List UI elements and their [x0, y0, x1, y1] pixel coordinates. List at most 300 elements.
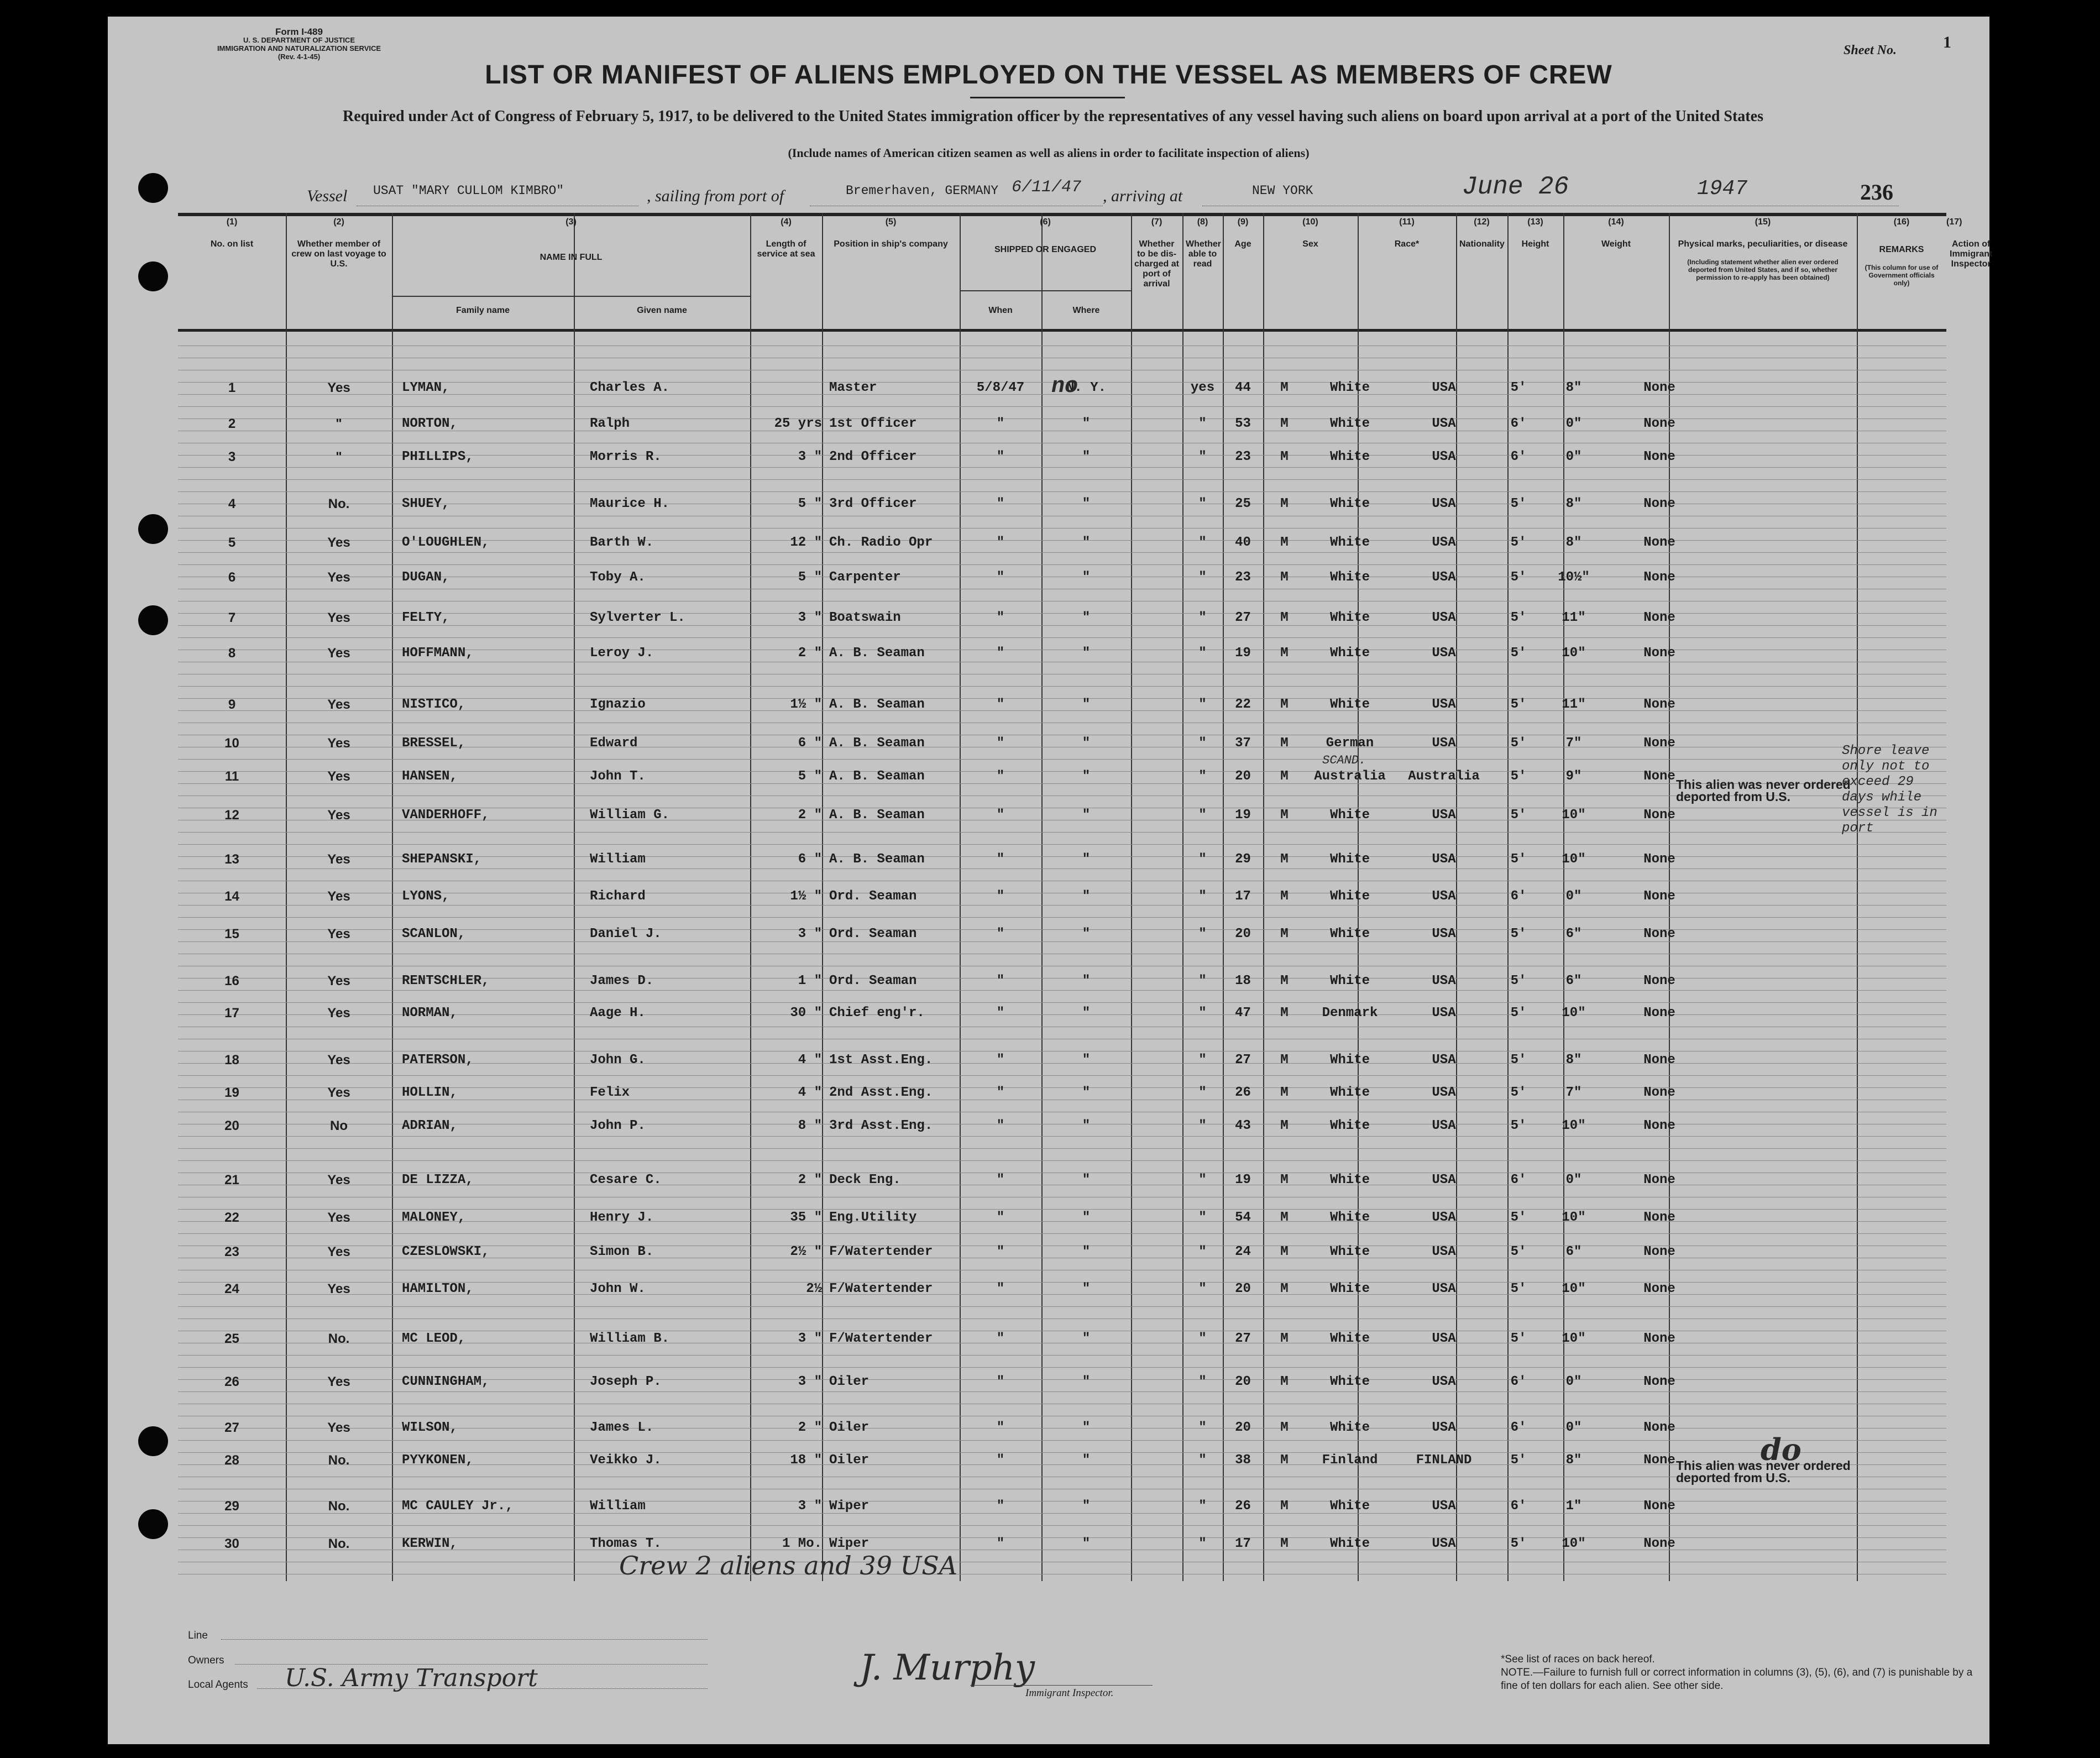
cell-no: 18 — [224, 1053, 239, 1068]
column-number: (9) — [1237, 217, 1249, 227]
column-number: (10) — [1302, 217, 1318, 227]
cell-sex: M — [1280, 974, 1289, 988]
cell-given: James D. — [590, 974, 654, 988]
cell-wt: 8" — [1565, 496, 1582, 511]
cell-race: White — [1329, 1499, 1370, 1514]
cell-sex: M — [1280, 535, 1289, 550]
cell-read: " — [1198, 570, 1207, 585]
cell-sex: M — [1280, 1453, 1289, 1468]
cell-no: 17 — [224, 1006, 239, 1021]
cell-service: 1 Mo. — [782, 1536, 822, 1551]
cell-family: FELTY, — [402, 610, 450, 625]
cell-where: " — [1082, 1244, 1091, 1259]
column-number: (15) — [1755, 217, 1771, 227]
cell-nationality: USA — [1432, 1118, 1456, 1133]
cell-no: 24 — [224, 1281, 239, 1296]
cell-no: 20 — [224, 1118, 239, 1133]
cell-age: 27 — [1235, 610, 1251, 625]
cell-where: " — [1082, 1453, 1091, 1468]
cell-family: SHUEY, — [402, 496, 450, 511]
cell-service: 3 " — [798, 449, 822, 464]
cell-given: John P. — [590, 1118, 646, 1133]
cell-age: 19 — [1235, 1173, 1251, 1187]
cell-where: " — [1082, 1499, 1091, 1514]
cell-where: " — [1082, 1331, 1091, 1346]
cell-race: White — [1329, 1374, 1370, 1389]
cell-when: " — [996, 646, 1005, 661]
cell-race: White — [1329, 1053, 1370, 1068]
cell-nationality: USA — [1432, 927, 1456, 941]
cell-prev: Yes — [327, 808, 350, 823]
column-number: (12) — [1474, 217, 1490, 227]
cell-when: " — [996, 1374, 1005, 1389]
cell-age: 27 — [1235, 1331, 1251, 1346]
cell-age: 27 — [1235, 1053, 1251, 1068]
cell-position: 2nd Officer — [829, 449, 917, 464]
cell-wt: 0" — [1565, 1374, 1582, 1389]
cell-sex: M — [1280, 1281, 1289, 1296]
cell-given: John T. — [590, 769, 646, 784]
cell-service: 2 " — [798, 1173, 822, 1187]
arrival-year: 1947 — [1697, 177, 1748, 201]
cell-read: " — [1198, 1118, 1207, 1133]
cell-when: " — [996, 852, 1005, 867]
cell-service: 1 " — [798, 974, 822, 988]
cell-given: John G. — [590, 1053, 646, 1068]
cell-sex: M — [1280, 1420, 1289, 1435]
cell-wt: 0" — [1565, 1173, 1582, 1187]
cell-family: PYYKONEN, — [402, 1453, 474, 1468]
cell-race: White — [1329, 610, 1370, 625]
cell-given: Joseph P. — [590, 1374, 662, 1389]
cell-ht: 5' — [1510, 1118, 1527, 1133]
cell-read: " — [1198, 1006, 1207, 1021]
cell-when: " — [996, 1499, 1005, 1514]
cell-where: " — [1082, 927, 1091, 941]
cell-read: " — [1198, 1331, 1207, 1346]
column-header: SHIPPED OR ENGAGED — [994, 245, 1097, 254]
cell-marks: None — [1643, 1210, 1675, 1225]
cell-when: " — [996, 1085, 1005, 1100]
cell-prev: Yes — [327, 1053, 350, 1068]
cell-service: 2 " — [798, 646, 822, 661]
cell-no: 29 — [224, 1499, 239, 1514]
cell-prev: Yes — [327, 1420, 350, 1435]
cell-service: 2 " — [798, 808, 822, 823]
cell-position: Oiler — [829, 1420, 870, 1435]
cell-prev: Yes — [327, 1281, 350, 1296]
cell-read: " — [1198, 889, 1207, 904]
cell-when: " — [996, 416, 1005, 431]
page-number: 236 — [1860, 180, 1893, 205]
cell-sex: M — [1280, 1374, 1289, 1389]
cell-when: " — [996, 736, 1005, 751]
cell-ht: 5' — [1510, 736, 1527, 751]
cell-when: " — [996, 1453, 1005, 1468]
cell-ht: 6' — [1510, 889, 1527, 904]
cell-nationality: Australia — [1408, 769, 1480, 784]
cell-prev: No. — [328, 1331, 350, 1346]
cell-position: Ord. Seaman — [829, 927, 917, 941]
local-agents-label: Local Agents — [188, 1679, 248, 1691]
cell-marks: None — [1643, 1173, 1675, 1187]
column-number: (1) — [226, 217, 238, 227]
cell-prev: Yes — [327, 1085, 350, 1100]
cell-no: 6 — [228, 570, 236, 585]
cell-prev: Yes — [327, 535, 350, 550]
binder-hole — [138, 1509, 168, 1539]
binder-hole — [138, 1426, 168, 1456]
cell-read: " — [1198, 535, 1207, 550]
cell-read: " — [1198, 769, 1207, 784]
cell-position: F/Watertender — [829, 1281, 933, 1296]
cell-age: 19 — [1235, 808, 1251, 823]
cell-prev: Yes — [327, 927, 350, 941]
cell-wt: 11" — [1562, 697, 1586, 712]
cell-sex: M — [1280, 1053, 1289, 1068]
cell-prev: No. — [328, 496, 350, 511]
inspector-label: Immigrant Inspector. — [1025, 1687, 1114, 1699]
cell-age: 20 — [1235, 769, 1251, 784]
cell-given: Henry J. — [590, 1210, 654, 1225]
cell-service: 2½ " — [790, 1244, 822, 1259]
cell-nationality: USA — [1432, 1210, 1456, 1225]
cell-position: Ord. Seaman — [829, 889, 917, 904]
cell-nationality: USA — [1432, 1244, 1456, 1259]
cell-no: 3 — [228, 449, 236, 464]
cell-marks: None — [1643, 646, 1675, 661]
title-underline — [970, 97, 1125, 98]
cell-ht: 5' — [1510, 1281, 1527, 1296]
cell-position: Chief eng'r. — [829, 1006, 925, 1021]
cell-sex: M — [1280, 1536, 1289, 1551]
column-number: (11) — [1399, 217, 1415, 227]
cell-sex: M — [1280, 610, 1289, 625]
cell-no: 25 — [224, 1331, 239, 1346]
cell-service: 1½ " — [790, 697, 822, 712]
subheader-when: When — [988, 306, 1013, 315]
cell-race: White — [1329, 889, 1370, 904]
cell-wt: 9" — [1565, 769, 1582, 784]
cell-race: White — [1329, 1331, 1370, 1346]
cell-when: 5/8/47 — [976, 380, 1025, 395]
cell-read: " — [1198, 974, 1207, 988]
service: IMMIGRATION AND NATURALIZATION SERVICE — [217, 44, 381, 53]
cell-age: 23 — [1235, 570, 1251, 585]
cell-when: " — [996, 496, 1005, 511]
cell-when: " — [996, 1331, 1005, 1346]
cell-read: " — [1198, 1281, 1207, 1296]
cell-service: 5 " — [798, 769, 822, 784]
cell-ht: 5' — [1510, 1453, 1527, 1468]
cell-race: White — [1329, 449, 1370, 464]
cell-ht: 5' — [1510, 646, 1527, 661]
cell-sex: M — [1280, 1173, 1289, 1187]
column-header: Whether member of crew on last voyage to U.S. — [291, 239, 386, 269]
cell-family: LYONS, — [402, 889, 450, 904]
cell-wt: 0" — [1565, 889, 1582, 904]
cell-nationality: USA — [1432, 449, 1456, 464]
cell-marks: None — [1643, 808, 1675, 823]
arriving-label: , arriving at — [1103, 187, 1183, 205]
column-number: (14) — [1608, 217, 1624, 227]
cell-given: Morris R. — [590, 449, 662, 464]
cell-no: 9 — [228, 697, 236, 712]
cell-wt: 0" — [1565, 416, 1582, 431]
cell-marks: None — [1643, 1281, 1675, 1296]
cell-service: 4 " — [798, 1085, 822, 1100]
cell-nationality: USA — [1432, 889, 1456, 904]
subheader-note: (Including statement whether alien ever ordered deported from United States, and if so, whether permission to re-apply has been obtained) — [1687, 258, 1839, 281]
cell-given: William B. — [590, 1331, 670, 1346]
cell-no: 15 — [224, 927, 239, 941]
cell-ht: 5' — [1510, 1536, 1527, 1551]
cell-no: 1 — [228, 380, 236, 395]
column-header: Nationality — [1459, 239, 1505, 249]
cell-age: 40 — [1235, 535, 1251, 550]
arrival-date: June 26 — [1462, 172, 1569, 201]
cell-no: 22 — [224, 1210, 239, 1225]
cell-given: Ralph — [590, 416, 630, 431]
cell-family: WILSON, — [402, 1420, 458, 1435]
cell-where: " — [1082, 610, 1091, 625]
cell-age: 37 — [1235, 736, 1251, 751]
cell-read: yes — [1190, 380, 1215, 395]
cell-race: White — [1329, 380, 1370, 395]
cell-nationality: USA — [1432, 610, 1456, 625]
cell-position: 2nd Asst.Eng. — [829, 1085, 933, 1100]
column-header: Weight — [1601, 239, 1631, 249]
cell-marks: None — [1643, 380, 1675, 395]
cell-age: 44 — [1235, 380, 1251, 395]
cell-service: 3 " — [798, 610, 822, 625]
cell-nationality: USA — [1432, 1173, 1456, 1187]
cell-race: White — [1329, 1536, 1370, 1551]
cell-family: HOLLIN, — [402, 1085, 458, 1100]
cell-family: NORTON, — [402, 416, 458, 431]
cell-where: " — [1082, 1006, 1091, 1021]
cell-sex: M — [1280, 927, 1289, 941]
sailing-label: , sailing from port of — [647, 187, 784, 205]
cell-service: 35 " — [790, 1210, 822, 1225]
cell-prev: Yes — [327, 380, 350, 395]
cell-prev: Yes — [327, 852, 350, 867]
cell-ht: 5' — [1510, 974, 1527, 988]
cell-given: Thomas T. — [590, 1536, 662, 1551]
cell-service: 18 " — [790, 1453, 822, 1468]
cell-when: " — [996, 974, 1005, 988]
cell-read: " — [1198, 449, 1207, 464]
cell-prev: Yes — [327, 1173, 350, 1187]
cell-position: A. B. Seaman — [829, 646, 925, 661]
cell-ht: 5' — [1510, 570, 1527, 585]
cell-no: 16 — [224, 974, 239, 988]
cell-family: BRESSEL, — [402, 736, 466, 751]
cell-no: 11 — [224, 769, 239, 784]
owners-label: Owners — [188, 1655, 224, 1666]
cell-wt: 7" — [1565, 736, 1582, 751]
column-header: REMARKS — [1879, 245, 1924, 254]
cell-given: Veikko J. — [590, 1453, 662, 1468]
cell-when: " — [996, 1281, 1005, 1296]
column-number: (13) — [1527, 217, 1543, 227]
cell-race: White — [1329, 974, 1370, 988]
cell-sex: M — [1280, 416, 1289, 431]
cell-prev: Yes — [327, 610, 350, 625]
cell-read: " — [1198, 1499, 1207, 1514]
cell-given: Daniel J. — [590, 927, 662, 941]
cell-prev: Yes — [327, 1244, 350, 1259]
cell-race: White — [1329, 1210, 1370, 1225]
cell-when: " — [996, 1210, 1005, 1225]
inspector-signature: J. Murphy — [860, 1647, 1035, 1688]
cell-age: 20 — [1235, 927, 1251, 941]
cell-ht: 5' — [1510, 852, 1527, 867]
races-note: *See list of races on back hereof. — [1501, 1654, 1655, 1665]
cell-when: " — [996, 927, 1005, 941]
cell-marks: None — [1643, 449, 1675, 464]
cell-service: 1½ " — [790, 889, 822, 904]
cell-given: Ignazio — [590, 697, 646, 712]
cell-when: " — [996, 535, 1005, 550]
cell-race: White — [1329, 570, 1370, 585]
cell-marks: None — [1643, 1420, 1675, 1435]
cell-service: 2 " — [798, 1420, 822, 1435]
cell-no: 19 — [224, 1085, 239, 1100]
cell-age: 17 — [1235, 889, 1251, 904]
cell-given: Maurice H. — [590, 496, 670, 511]
cell-sex: M — [1280, 496, 1289, 511]
cell-nationality: USA — [1432, 1499, 1456, 1514]
cell-no: 5 — [228, 535, 236, 550]
cell-position: A. B. Seaman — [829, 808, 925, 823]
cell-wt: 0" — [1565, 1420, 1582, 1435]
column-number: (16) — [1893, 217, 1910, 227]
subheader-where: Where — [1072, 306, 1100, 315]
cell-prev: Yes — [327, 889, 350, 904]
cell-prev: Yes — [327, 1006, 350, 1021]
cell-no: 7 — [228, 610, 236, 625]
binder-hole — [138, 173, 168, 203]
cell-nationality: USA — [1432, 570, 1456, 585]
crew-total-note: Crew 2 aliens and 39 USA — [619, 1551, 957, 1581]
cell-race: White — [1329, 1420, 1370, 1435]
column-number: (6) — [1040, 217, 1051, 227]
cell-sex: M — [1280, 1244, 1289, 1259]
cell-family: MC CAULEY Jr., — [402, 1499, 514, 1514]
cell-read: " — [1198, 646, 1207, 661]
cell-given: Felix — [590, 1085, 630, 1100]
cell-family: SHEPANSKI, — [402, 852, 482, 867]
cell-wt: 8" — [1565, 380, 1582, 395]
cell-when: " — [996, 1053, 1005, 1068]
action-ditto: do — [1761, 1432, 1802, 1467]
cell-race: White — [1329, 535, 1370, 550]
cell-sex: M — [1280, 1499, 1289, 1514]
cell-read: " — [1198, 1536, 1207, 1551]
cell-position: Ord. Seaman — [829, 974, 917, 988]
cell-race: White — [1329, 496, 1370, 511]
cell-when: " — [996, 1244, 1005, 1259]
cell-prev: No — [330, 1118, 348, 1133]
cell-read: " — [1198, 927, 1207, 941]
cell-sex: M — [1280, 449, 1289, 464]
cell-race: White — [1329, 1085, 1370, 1100]
cell-age: 29 — [1235, 852, 1251, 867]
column-number: (5) — [885, 217, 897, 227]
cell-nationality: USA — [1432, 808, 1456, 823]
cell-given: Aage H. — [590, 1006, 646, 1021]
column-header: Age — [1234, 239, 1251, 249]
cell-when: " — [996, 1118, 1005, 1133]
subtitle: Required under Act of Congress of February 5, 1917, to be delivered to the United States immigration officer by the representatives of any vessel having such aliens on board upon arrival at a port of the United States — [343, 108, 1763, 125]
cell-service: 12 " — [790, 535, 822, 550]
cell-when: " — [996, 769, 1005, 784]
cell-read: " — [1198, 496, 1207, 511]
cell-age: 54 — [1235, 1210, 1251, 1225]
cell-wt: 10½" — [1558, 570, 1590, 585]
cell-sex: M — [1280, 646, 1289, 661]
cell-position: Ch. Radio Opr — [829, 535, 933, 550]
cell-wt: 10" — [1562, 1281, 1586, 1296]
cell-race: White — [1329, 646, 1370, 661]
column-number: (3) — [565, 217, 577, 227]
cell-given: Edward — [590, 736, 638, 751]
cell-prev: Yes — [327, 1210, 350, 1225]
cell-age: 38 — [1235, 1453, 1251, 1468]
cell-when: " — [996, 610, 1005, 625]
arrival-port: NEW YORK — [1252, 184, 1313, 198]
cell-ht: 5' — [1510, 1053, 1527, 1068]
cell-given: Leroy J. — [590, 646, 654, 661]
cell-family: MC LEOD, — [402, 1331, 466, 1346]
cell-where: " — [1082, 697, 1091, 712]
cell-read: " — [1198, 852, 1207, 867]
cell-no: 12 — [224, 808, 239, 823]
cell-race: White — [1329, 1118, 1370, 1133]
remark-text: This alien was never ordered deported from U.S. — [1676, 1458, 1851, 1485]
cell-family: ADRIAN, — [402, 1118, 458, 1133]
cell-wt: 6" — [1565, 927, 1582, 941]
cell-marks: None — [1643, 1053, 1675, 1068]
cell-where: " — [1082, 769, 1091, 784]
cell-age: 20 — [1235, 1420, 1251, 1435]
cell-no: 4 — [228, 496, 236, 511]
cell-sex: M — [1280, 1085, 1289, 1100]
cell-nationality: USA — [1432, 496, 1456, 511]
cell-ht: 5' — [1510, 496, 1527, 511]
cell-read: " — [1198, 610, 1207, 625]
cell-given: William — [590, 1499, 646, 1514]
cell-marks: None — [1643, 1536, 1675, 1551]
cell-sex: M — [1280, 1331, 1289, 1346]
binder-hole — [138, 605, 168, 635]
cell-age: 43 — [1235, 1118, 1251, 1133]
cell-no: 14 — [224, 889, 239, 904]
cell-age: 20 — [1235, 1281, 1251, 1296]
cell-prev: Yes — [327, 570, 350, 585]
cell-where: " — [1082, 496, 1091, 511]
cell-read: " — [1198, 1085, 1207, 1100]
cell-service: 25 yrs — [774, 416, 822, 431]
footer-notes — [1501, 1653, 1976, 1693]
cell-age: 20 — [1235, 1374, 1251, 1389]
cell-read: " — [1198, 1173, 1207, 1187]
binder-hole — [138, 514, 168, 544]
cell-sex: M — [1280, 736, 1289, 751]
cell-no: 23 — [224, 1244, 239, 1259]
cell-read: " — [1198, 1420, 1207, 1435]
